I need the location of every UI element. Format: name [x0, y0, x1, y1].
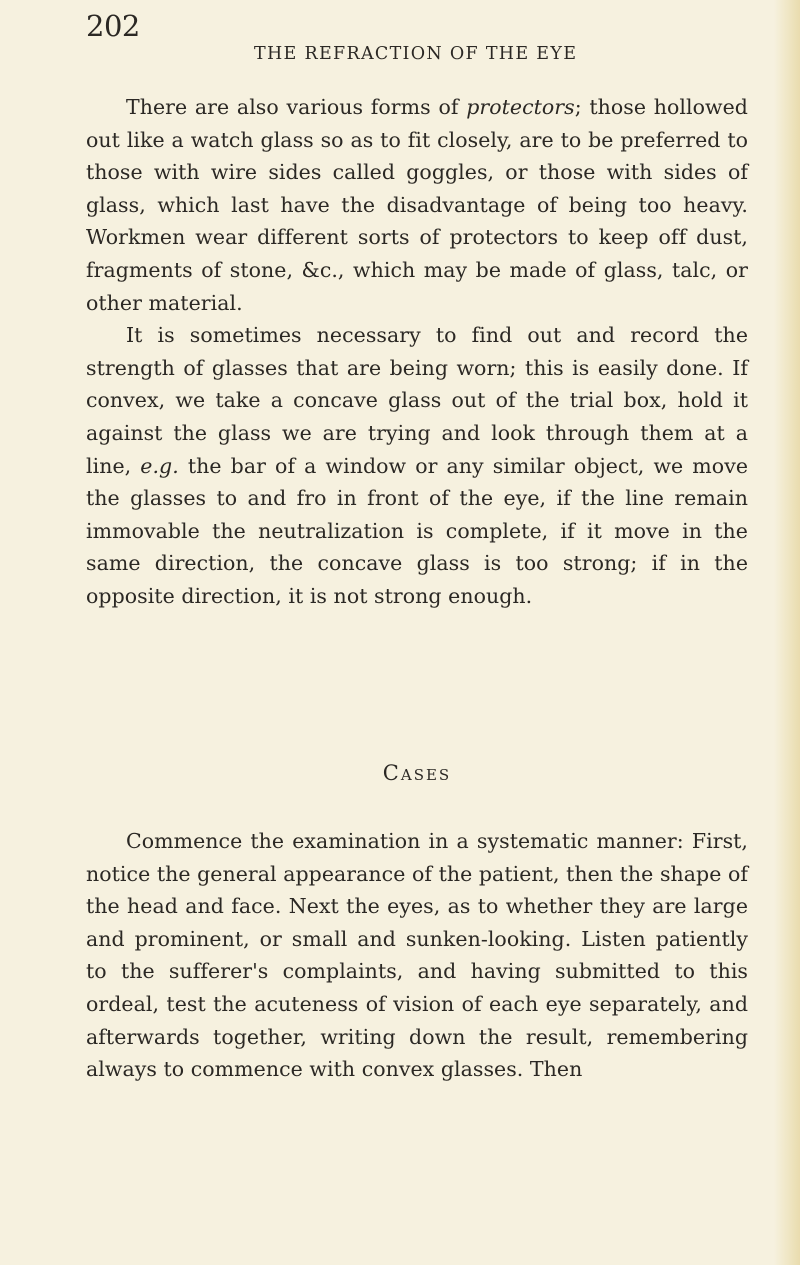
- paragraph-text: There are also various forms of: [126, 95, 467, 119]
- paragraph-text: the bar of a window or any similar object, we move the glasses to and fro in front of the eye, if the line remain immovable the neutralization is complete, if it move in the same direction, the concave glass is too strong; if in the opposite direction, it is not strong enough.: [86, 453, 749, 608]
- paragraph-text: It is sometimes necessary to find out and record the strength of glasses that are being worn; this is easily done. If convex, we take a concave glass out of the trial box, hold it against the glass we are trying and look through them at a line,: [86, 323, 748, 478]
- section-heading: Cases: [382, 761, 452, 785]
- running-head: THE REFRACTION OF THE EYE: [254, 44, 578, 64]
- paragraph-protectors: [86, 91, 748, 319]
- paragraph-examination: Commence the examination in a systematic manner: First, notice the general appearance of the patient, then the shape of the head and face. Next the eyes, as to whether they are large and prominent, or small and sunken-looking. Listen patiently to the sufferer's complaints, and having submitted to this ordeal, test the acuteness of vision of each eye separately, and afterwards together, writing down the result, remembering always to commence with convex glasses. Then: [86, 829, 748, 1082]
- paragraph-text: ; those hollowed out like a watch glass so as to fit closely, are to be preferred to those with wire sides called goggles, or those with sides of glass, which last have the disadvantage of being too heavy. Workmen wear different sorts of protectors to keep off dust, fragments of stone, &c., which may be made of glass, talc, or other material.: [86, 95, 748, 315]
- section-body-text: [86, 825, 748, 1086]
- italic-abbreviation: e.g.: [140, 453, 179, 478]
- body-text: [86, 91, 748, 613]
- page-number: 202: [86, 9, 140, 43]
- italic-term: protectors: [466, 95, 575, 119]
- page-edge: [774, 0, 800, 1265]
- paragraph-glass-strength: [86, 319, 748, 612]
